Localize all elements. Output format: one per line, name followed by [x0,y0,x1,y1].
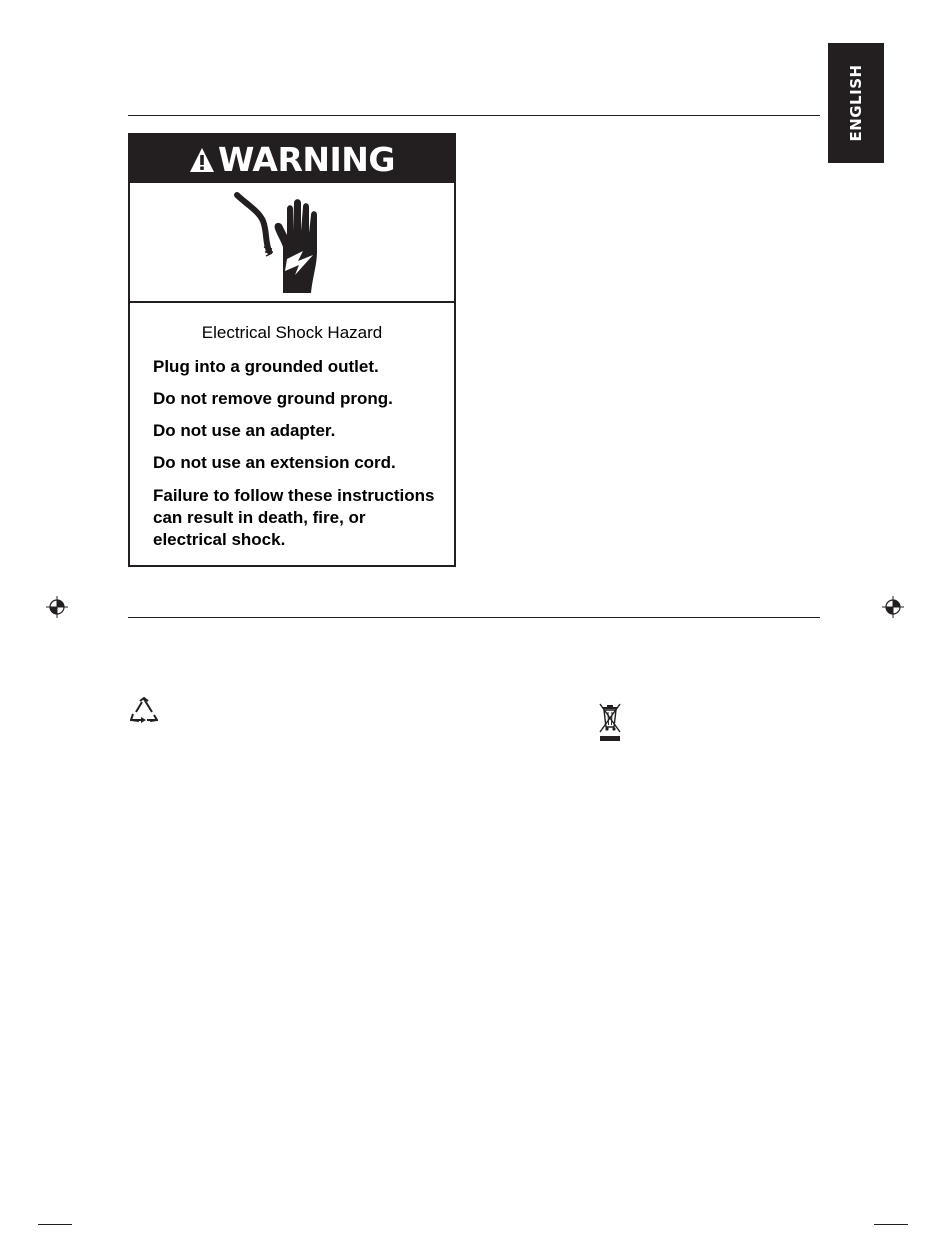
electrical-shock-hand-icon [231,189,351,297]
warning-consequence: Failure to follow these instructions can result in death, fire, or electrical shock. [153,486,435,549]
warning-header [130,135,454,183]
registration-mark-icon [46,596,68,618]
warning-line-grounded-outlet: Plug into a grounded outlet. [153,357,379,376]
warning-line-extension-cord: Do not use an extension cord. [153,453,396,472]
top-divider [128,115,820,116]
trim-mark [874,1224,908,1225]
warning-line-ground-prong: Do not remove ground prong. [153,389,393,408]
recycle-icon [130,697,158,725]
crossed-out-bin-icon [598,703,622,743]
warning-box [128,133,456,567]
middle-divider [128,617,820,618]
language-tab [828,43,884,163]
warning-illustration [130,183,454,303]
warning-triangle-icon [189,147,215,173]
trim-mark [38,1224,72,1225]
language-tab-label: ENGLISH [847,64,865,142]
registration-mark-icon [882,596,904,618]
warning-title: WARNING [218,139,395,179]
warning-line-adapter: Do not use an adapter. [153,421,336,440]
hazard-title: Electrical Shock Hazard [201,323,383,342]
